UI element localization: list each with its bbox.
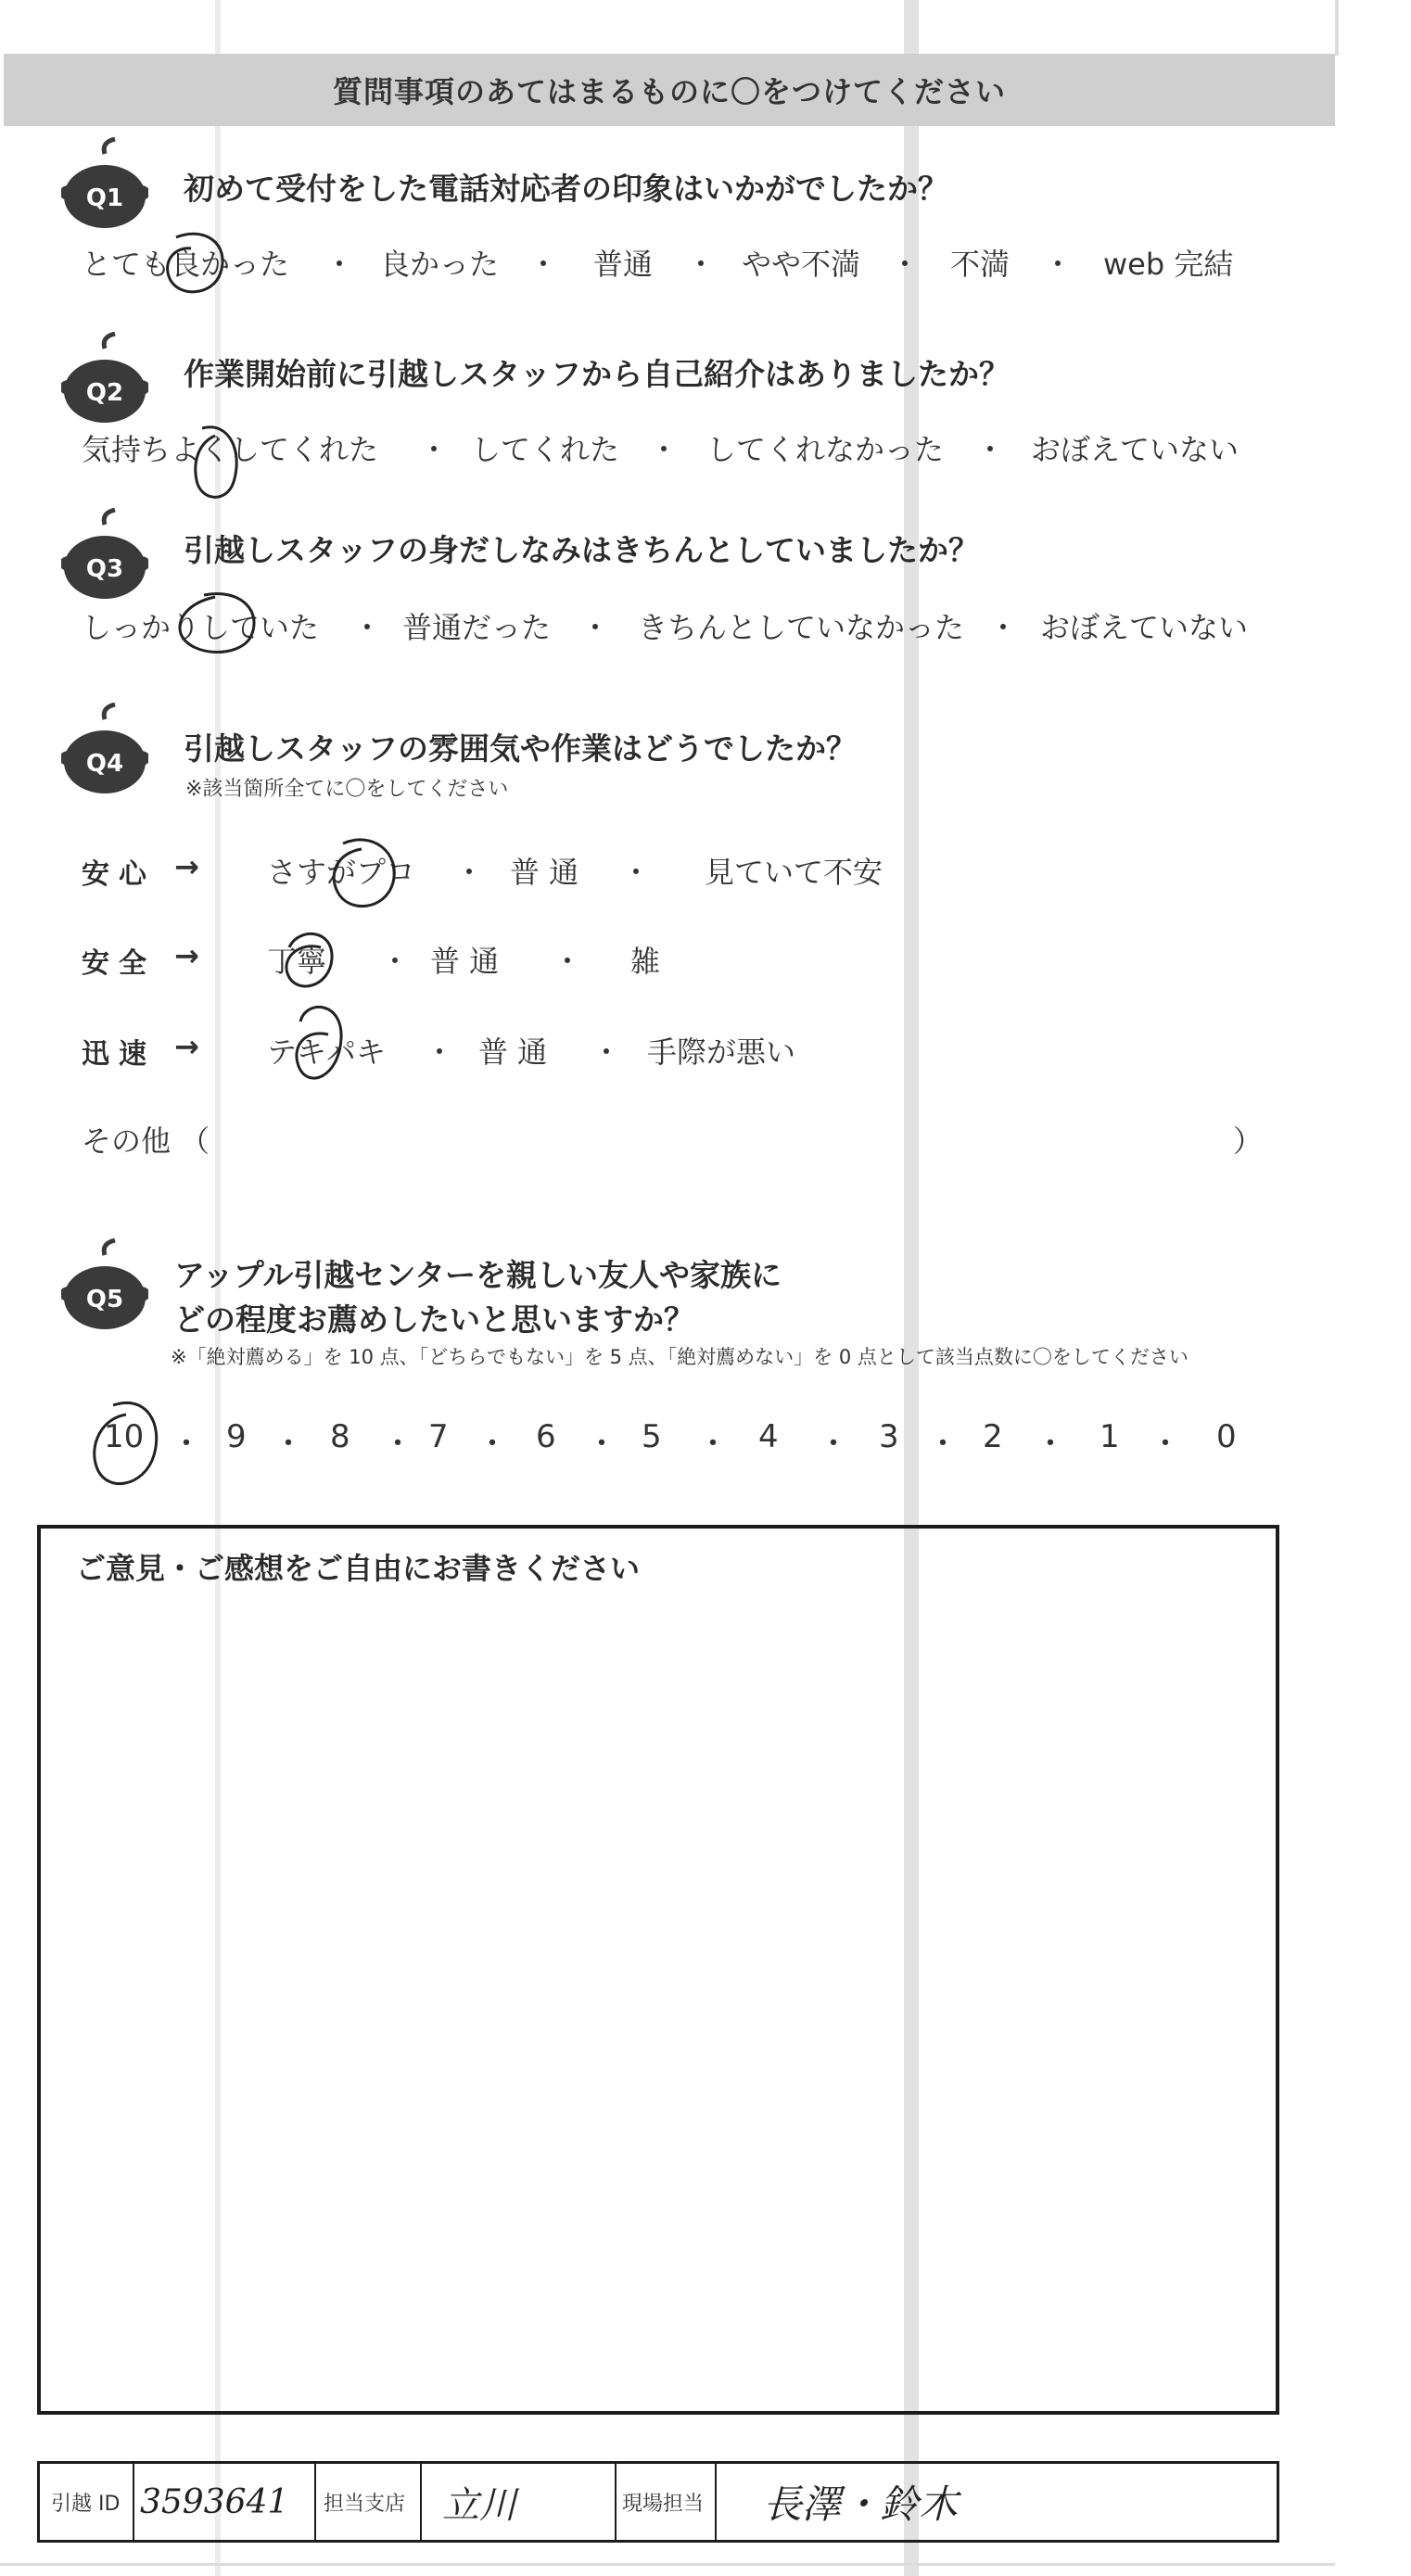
option-separator: ・ [553, 944, 583, 979]
apple-badge-icon [61, 703, 148, 795]
staff-label: 現場担当 [622, 2492, 705, 2516]
q4-reassurance-option-normal[interactable]: 普 通 [510, 855, 579, 890]
q3-option-neat[interactable]: しっかりしていた [82, 610, 320, 645]
apple-badge-icon [61, 137, 148, 230]
q4-arrow: → [174, 849, 199, 884]
q1-options [0, 241, 1335, 282]
option-separator: ・ [171, 1426, 202, 1463]
apple-badge-icon [61, 508, 148, 601]
q3-badge-label: Q3 [85, 555, 124, 583]
q5-score-1[interactable]: 1 [1100, 1418, 1120, 1455]
q5-score-3[interactable]: 3 [879, 1418, 899, 1455]
option-separator: ・ [324, 247, 355, 282]
q2-question: 作業開始前に引越しスタッフから自己紹介はありましたか？ [184, 356, 1010, 392]
q4-question: 引越しスタッフの雰囲気や作業はどうでしたか？ [184, 730, 857, 767]
q4-row-reassurance [0, 849, 1335, 890]
page-edge [1335, 0, 1339, 56]
q5-score-4[interactable]: 4 [758, 1418, 779, 1455]
q4-speed-option-clumsy[interactable]: 手際が悪い [647, 1034, 796, 1070]
option-separator: ・ [352, 610, 383, 645]
q4-other-row [0, 1118, 1335, 1159]
q2-badge [61, 332, 148, 425]
option-separator: ・ [586, 1426, 617, 1463]
q5-question-line1: アップル引越センターを親しい友人や家族に [174, 1257, 782, 1293]
table-divider [715, 2464, 717, 2540]
option-separator: ・ [988, 610, 1019, 645]
option-separator: ・ [649, 432, 680, 467]
q5-score-7[interactable]: 7 [428, 1418, 449, 1455]
q4-safety-option-normal[interactable]: 普 通 [430, 944, 500, 979]
q4-reassurance-option-pro[interactable]: さすがプロ [267, 855, 416, 890]
q1-option-normal[interactable]: 普通 [593, 247, 654, 282]
option-separator: ・ [528, 247, 559, 282]
option-separator: ・ [477, 1426, 508, 1463]
q5-badge-label: Q5 [85, 1286, 124, 1313]
move-id-label: 引越 ID [51, 2492, 121, 2516]
q2-option-gladly[interactable]: 気持ちよくしてくれた [82, 432, 379, 467]
q4-badge-label: Q4 [85, 750, 124, 778]
q3-option-not-neat[interactable]: きちんとしていなかった [638, 610, 965, 645]
move-id-value[interactable]: 3593641 [140, 2482, 289, 2521]
q4-speed-option-brisk[interactable]: テキパキ [267, 1034, 387, 1070]
q4-other-label: その他 [82, 1123, 172, 1159]
q4-other-close-paren: ） [1233, 1123, 1264, 1159]
q5-score-10[interactable]: 10 [104, 1418, 145, 1455]
q1-option-web[interactable]: web 完結 [1103, 247, 1234, 282]
staff-value[interactable]: 長澤・鈴木 [763, 2481, 959, 2527]
option-separator: ・ [927, 1426, 959, 1463]
apple-badge-icon [61, 332, 148, 425]
q5-score-2[interactable]: 2 [983, 1418, 1003, 1455]
q4-safety-option-careful[interactable]: 丁寧 [267, 944, 327, 979]
option-separator: ・ [425, 1034, 455, 1070]
q2-badge-label: Q2 [85, 379, 124, 407]
q5-score-0[interactable]: 0 [1216, 1418, 1237, 1455]
q1-question: 初めて受付をした電話対応者の印象はいかがでしたか？ [184, 171, 948, 207]
q4-note: ※該当箇所全てに〇をしてください [185, 778, 509, 801]
option-separator: ・ [273, 1426, 304, 1463]
option-separator: ・ [1035, 1426, 1066, 1463]
option-separator: ・ [621, 855, 652, 890]
q4-arrow: → [174, 938, 199, 973]
q4-row-label-safety: 安全 [82, 947, 156, 980]
option-separator: ・ [697, 1426, 729, 1463]
q5-score-9[interactable]: 9 [226, 1418, 247, 1455]
table-divider [615, 2464, 617, 2540]
q4-row-safety [0, 938, 1335, 979]
q4-row-label-reassurance: 安心 [82, 858, 156, 891]
q3-option-dont-remember[interactable]: おぼえていない [1040, 610, 1249, 645]
apple-badge-icon [61, 1238, 148, 1331]
option-separator: ・ [380, 944, 411, 979]
survey-header-title: 質問事項のあてはまるものに〇をつけてください [332, 74, 1006, 109]
table-divider [420, 2464, 422, 2540]
q5-score-5[interactable]: 5 [642, 1418, 662, 1455]
q4-row-label-speed: 迅速 [82, 1038, 156, 1071]
q4-row-speed [0, 1029, 1335, 1070]
q4-badge [61, 703, 148, 795]
q4-arrow: → [174, 1029, 199, 1064]
comment-box-title: ご意見・ご感想をご自由にお書きください [76, 1551, 641, 1586]
q2-option-yes[interactable]: してくれた [471, 432, 620, 467]
q2-option-no[interactable]: してくれなかった [706, 432, 945, 467]
q3-options [0, 604, 1335, 645]
option-separator: ・ [818, 1426, 849, 1463]
option-separator: ・ [1150, 1426, 1181, 1463]
q3-badge [61, 508, 148, 601]
footer-table [37, 2461, 1279, 2543]
option-separator: ・ [591, 1034, 622, 1070]
q5-score-6[interactable]: 6 [536, 1418, 556, 1455]
option-separator: ・ [975, 432, 1006, 467]
q5-note: ※「絶対薦める」を 10 点、「どちらでもない」を 5 点、「絶対薦めない」を 0 点として該当点数に〇をしてください [171, 1346, 1189, 1368]
branch-value[interactable]: 立川 [442, 2483, 516, 2527]
table-divider [133, 2464, 134, 2540]
q4-safety-option-rough[interactable]: 雑 [630, 944, 661, 979]
q4-reassurance-option-anxious[interactable]: 見ていて不安 [705, 855, 883, 890]
option-separator: ・ [419, 432, 450, 467]
page-edge [0, 2563, 1335, 2566]
q5-score-8[interactable]: 8 [330, 1418, 350, 1455]
survey-header [4, 54, 1335, 126]
q5-score-row [0, 1418, 1335, 1463]
q1-option-somewhat-dissatisfied[interactable]: やや不満 [742, 247, 861, 282]
q5-question-line2: どの程度お薦めしたいと思いますか？ [174, 1301, 694, 1338]
option-separator: ・ [686, 247, 717, 282]
table-divider [314, 2464, 316, 2540]
q1-option-very-good[interactable]: とても良かった [82, 247, 290, 282]
comment-box[interactable] [37, 1525, 1279, 2415]
branch-label: 担当支店 [324, 2492, 406, 2516]
q1-badge-label: Q1 [85, 184, 124, 212]
q1-option-good[interactable]: 良かった [380, 247, 500, 282]
q1-badge [61, 137, 148, 230]
option-separator: ・ [1043, 247, 1074, 282]
q1-option-dissatisfied[interactable]: 不満 [950, 247, 1011, 282]
q5-badge [61, 1238, 148, 1331]
q2-options [0, 426, 1335, 467]
option-separator: ・ [382, 1426, 413, 1463]
q3-question: 引越しスタッフの身だしなみはきちんとしていましたか？ [184, 532, 979, 568]
q3-option-normal[interactable]: 普通だった [402, 610, 552, 645]
q2-option-dont-remember[interactable]: おぼえていない [1031, 432, 1239, 467]
option-separator: ・ [580, 610, 611, 645]
q4-other-open-paren: （ [180, 1123, 210, 1159]
option-separator: ・ [454, 855, 485, 890]
q4-speed-option-normal[interactable]: 普 通 [478, 1034, 548, 1070]
option-separator: ・ [890, 247, 921, 282]
